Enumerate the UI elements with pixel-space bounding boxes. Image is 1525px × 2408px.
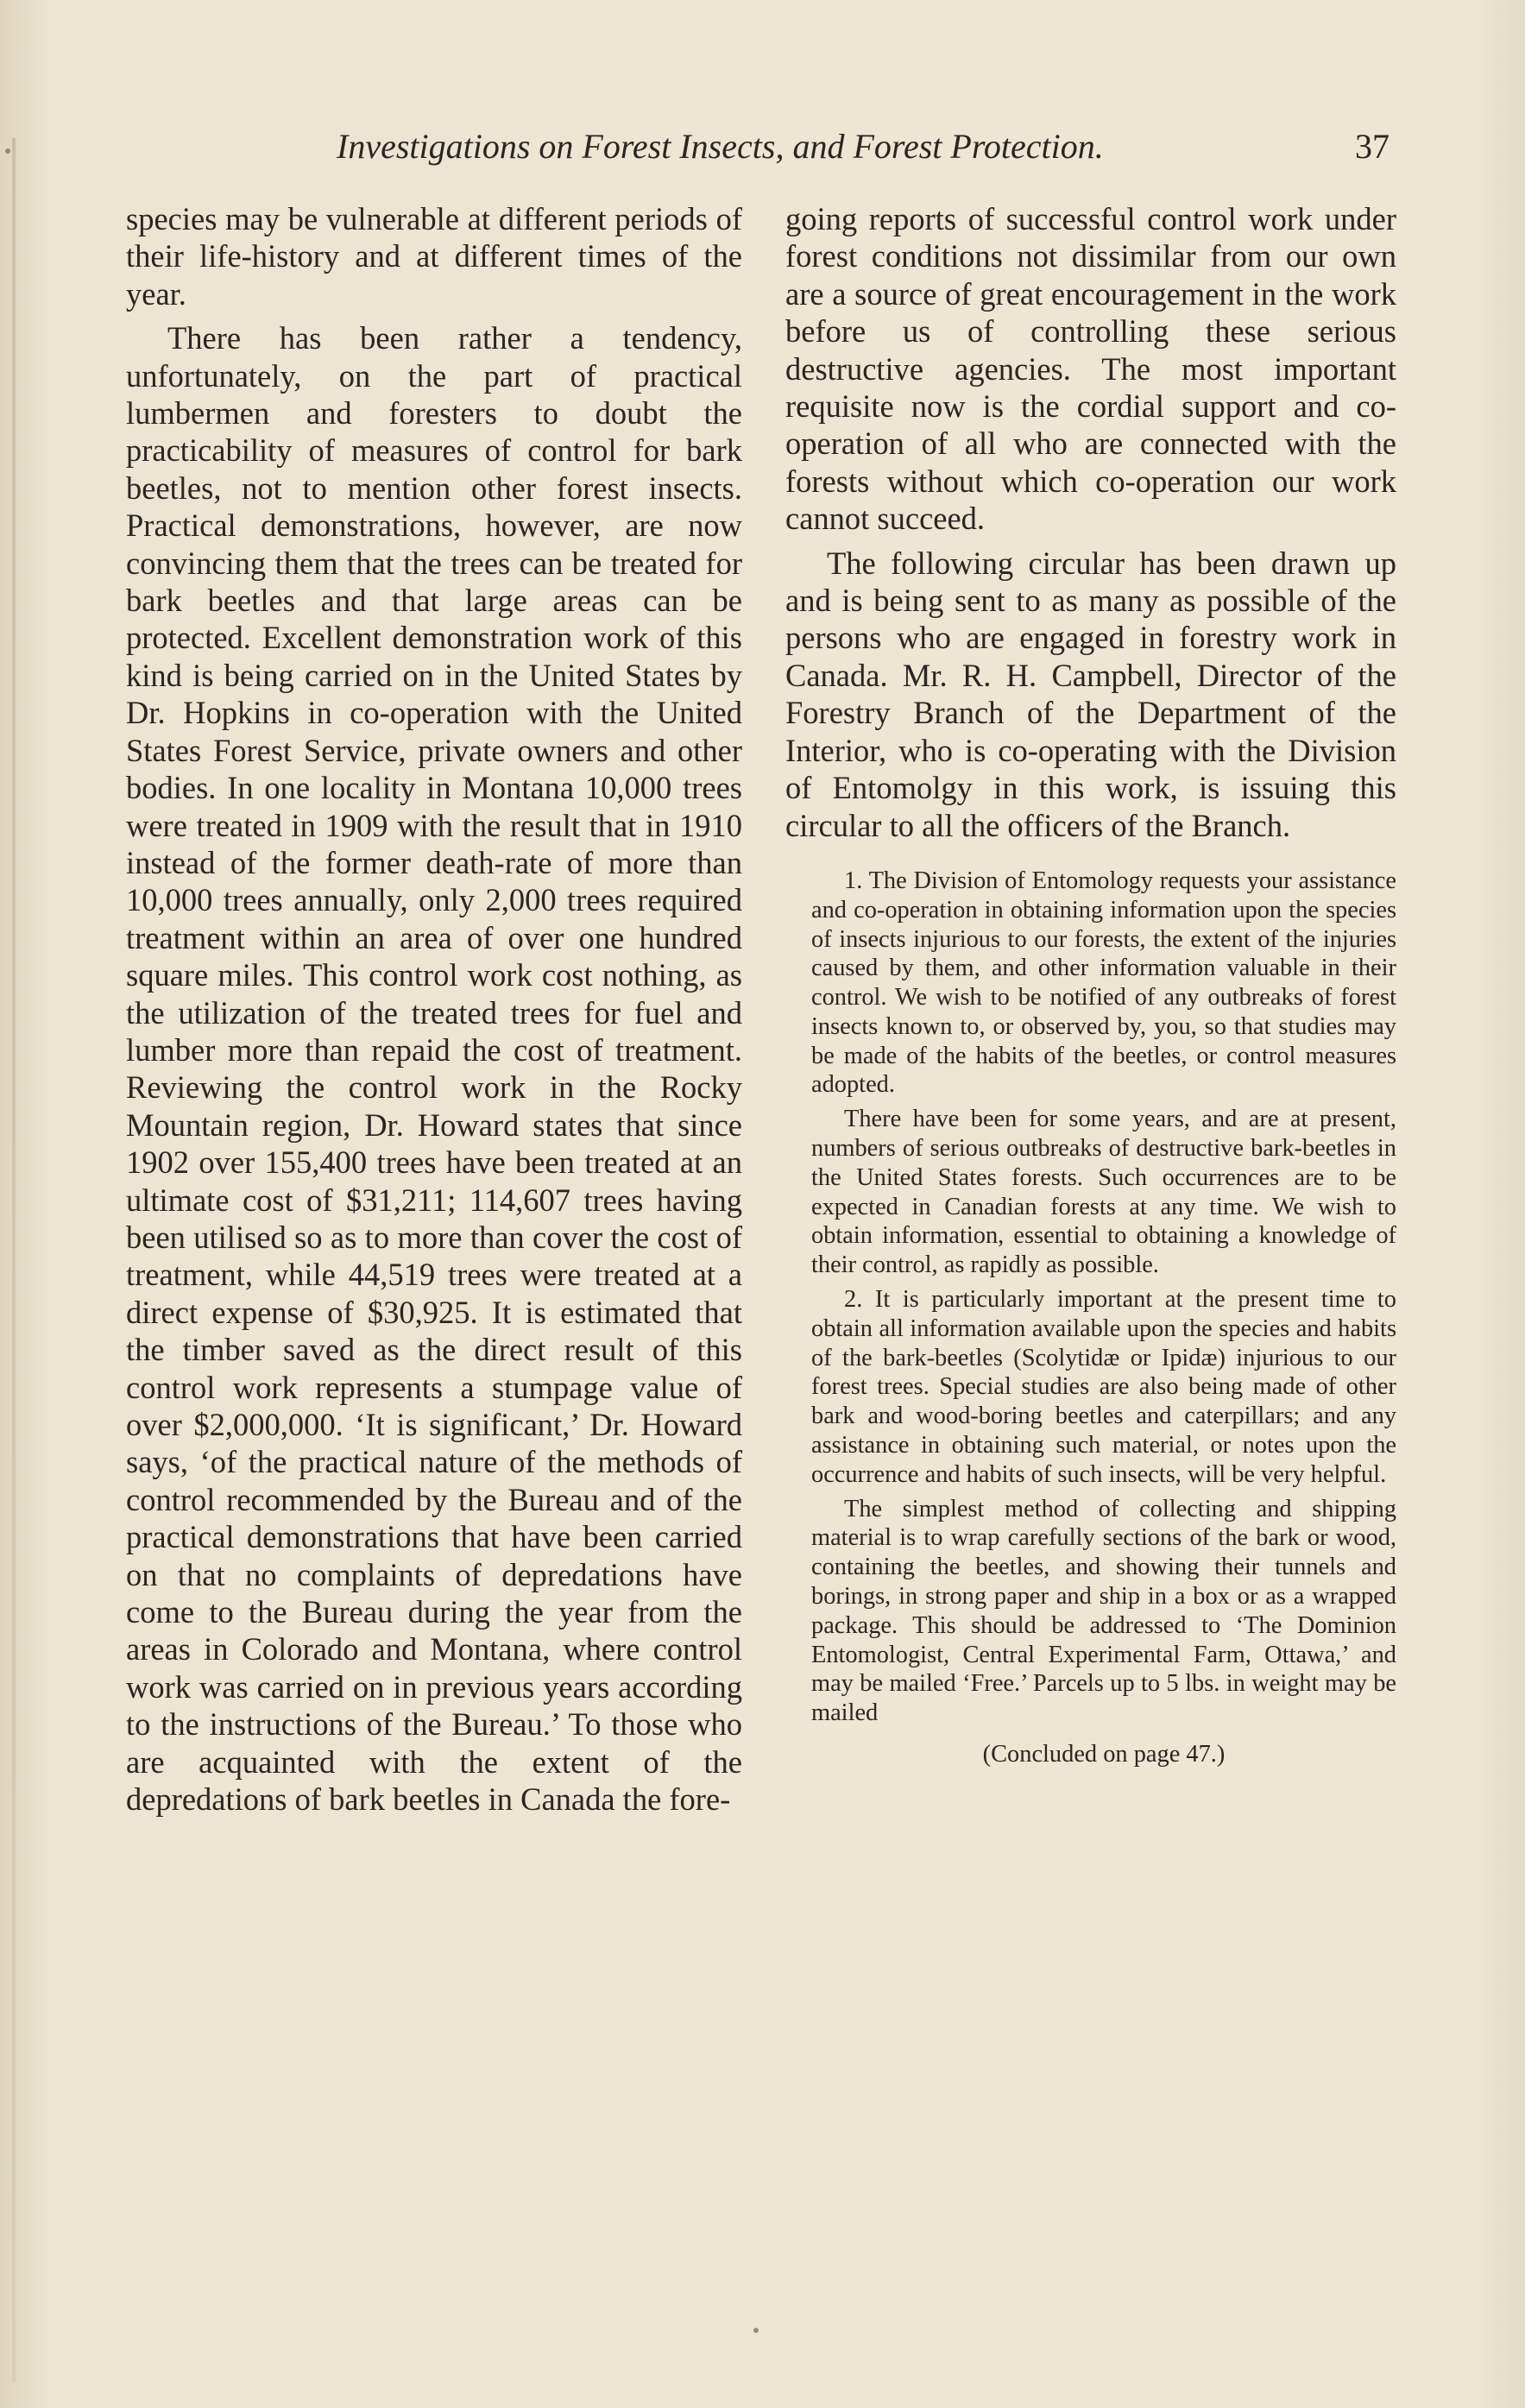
paragraph: species may be vulnerable at different periods of their life-history and at different times of the year. — [126, 201, 742, 312]
circular-paragraph: 2. It is particularly important at the present time to obtain all information available upon the species and habits of the bark-beetles (Scolytidæ or Ipidæ) injurious to our forest trees. Special studies are also being made of other bark and wood-boring beetles and caterpillars; and any assistance in obtaining such material, or notes upon the occurrence and habits of such insects, will be very helpful. — [811, 1286, 1396, 1488]
circular-paragraph: There have been for some years, and are at present, numbers of serious outbreaks of destructive bark-beetles in the United States forests. Such occurrences are to be expected in Canadian forests at any time. We wish to obtain information, essential to obtaining a knowledge of their control, as rapidly as possible. — [811, 1106, 1396, 1279]
circular-text — [785, 867, 1396, 1728]
margin-speck — [5, 148, 10, 154]
paragraph: The following circular has been drawn up and is being sent to as many as possible of the persons who are engaged in forestry work in Canada. Mr. R. H. Campbell, Director of the Forestry Branch of the Department of the Interior, who is co-operating with the Division of Entomolgy in this work, is issuing this circular to all the officers of the Branch. — [785, 545, 1396, 843]
circular-paragraph: The simplest method of collecting and shipping material is to wrap carefully sections of the bark or wood, containing the beetles, and showing their tunnels and borings, in strong paper and ship in a box or as a wrapped package. This should be addressed to ‘The Dominion Entomologist, Central Experimental Farm, Ottawa,’ and may be mailed ‘Free.’ Parcels up to 5 lbs. in weight may be mailed — [811, 1495, 1396, 1727]
circular-paragraph: 1. The Division of Entomology requests your assistance and co-operation in obtaining information upon the species of insects injurious to our forests, the extent of the injuries caused by them, and other information valuable in their control. We wish to be notified of any outbreaks of forest insects known to, or observed by, you, so that studies may be made of the habits of the beetles, or control measures adopted. — [811, 867, 1396, 1099]
page-binding-edge — [12, 138, 16, 2382]
left-column — [126, 200, 742, 1825]
right-column — [785, 200, 1396, 1769]
paragraph: going reports of successful control work under forest conditions not dissimilar from our own are a source of great encouragement in the work before us of controlling these serious destructive agencies. The most important requisite now is the cordial support and co-operation of all who are connected with the forests without which co-operation our work cannot succeed. — [785, 201, 1396, 537]
margin-speck — [753, 2328, 759, 2333]
page-number: 37 — [1355, 127, 1390, 166]
continuation-note: (Concluded on page 47.) — [982, 1741, 1226, 1768]
running-title: Investigations on Forest Insects, and Forest Protection. — [337, 127, 1104, 166]
paragraph: There has been rather a tendency, unfortunately, on the part of practical lumbermen and foresters to doubt the practicability of measures of control for bark beetles, not to mention other forest insects. Practical demonstrations, however, are now convincing them that the trees can be treated for bark beetles and that large areas can be protected. Excellent demonstration work of this kind is being carried on in the United States by Dr. Hopkins in co-operation with the United States Forest Service, private owners and other bodies. In one locality in Montana 10,000 trees were treated in 1909 with the result that in 1910 instead of the former death-rate of more than 10,000 trees annually, only 2,000 trees required treatment within an area of over one hundred square miles. This control work cost nothing, as the utilization of the treated trees for fuel and lumber more than repaid the cost of treatment. Reviewing the control work in the Rocky Mountain region, Dr. Howard states that since 1902 over 155,400 trees have been treated at an ultimate cost of $31,211; 114,607 trees having been utilised so as to more than cover the cost of treatment, while 44,519 trees were treated at a direct expense of $30,925. It is estimated that the timber saved as the direct result of this control work represents a stumpage value of over $2,000,000. ‘It is significant,’ Dr. Howard says, ‘of the practical nature of the methods of control recommended by the Bureau and of the practical demonstrations that have been carried on that no complaints of depredations have come to the Bureau during the year from the areas in Colorado and Montana, where control work was carried on in previous years according to the instructions of the Bureau.’ To those who are acquainted with the extent of the depredations of bark beetles in Canada the fore- — [126, 320, 742, 1818]
